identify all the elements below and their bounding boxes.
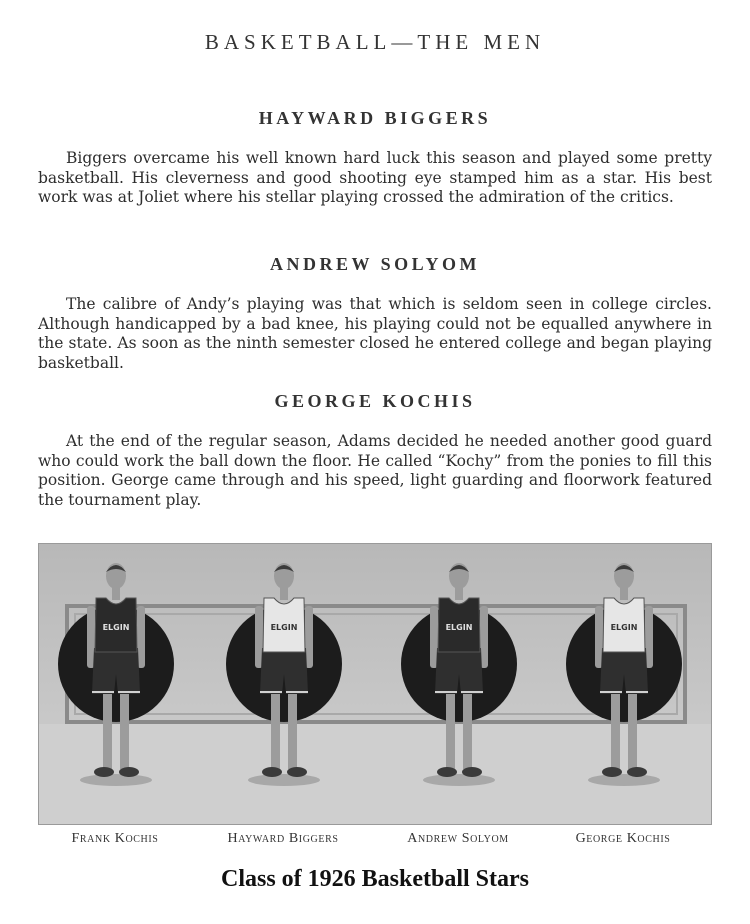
section-heading: HAYWARD BIGGERS [258,108,492,128]
team-photo-illustration [39,544,711,824]
jersey-lettering: ELGIN [445,623,473,632]
team-photo [38,543,712,825]
caption-hayward-biggers: Hayward Biggers [227,831,339,846]
section-body: The calibre of Andy’s playing was that which is seldom seen in college circles. Although handicapped by a bad knee, his playing could not be equalled anywhere in the state. As soon as the ninth semester closed he entered college and began playing basketball. [38,295,712,372]
caption-frank-kochis: Frank Kochis [71,831,159,846]
caption-andrew-solyom: Andrew Solyom [407,831,509,846]
photo-captions [38,831,710,851]
jersey-lettering: ELGIN [270,623,298,632]
section-body: At the end of the regular season, Adams decided he needed another good guard who could work the ball down the floor. He called “Kochy” from the ponies to fill this position. George came through and his speed, light guarding and floorwork featured the tournament play. [38,432,712,509]
section-heading: ANDREW SOLYOM [269,254,481,274]
section-george-kochis [38,391,712,510]
section-heading: GEORGE KOCHIS [274,391,476,411]
section-andrew-solyom [38,254,712,373]
jersey-lettering: ELGIN [610,623,638,632]
footer-title: Class of 1926 Basketball Stars [220,866,530,892]
jersey-lettering: ELGIN [102,623,130,632]
caption-george-kochis: George Kochis [575,831,671,846]
section-body: Biggers overcame his well known hard luck this season and played some pretty basketball. His cleverness and good shooting eye stamped him as a star. His best work was at Joliet where his stellar playing crossed the admiration of the critics. [38,149,712,206]
page-title: BASKETBALL—THE MEN [204,30,546,54]
section-hayward-biggers [38,108,712,208]
